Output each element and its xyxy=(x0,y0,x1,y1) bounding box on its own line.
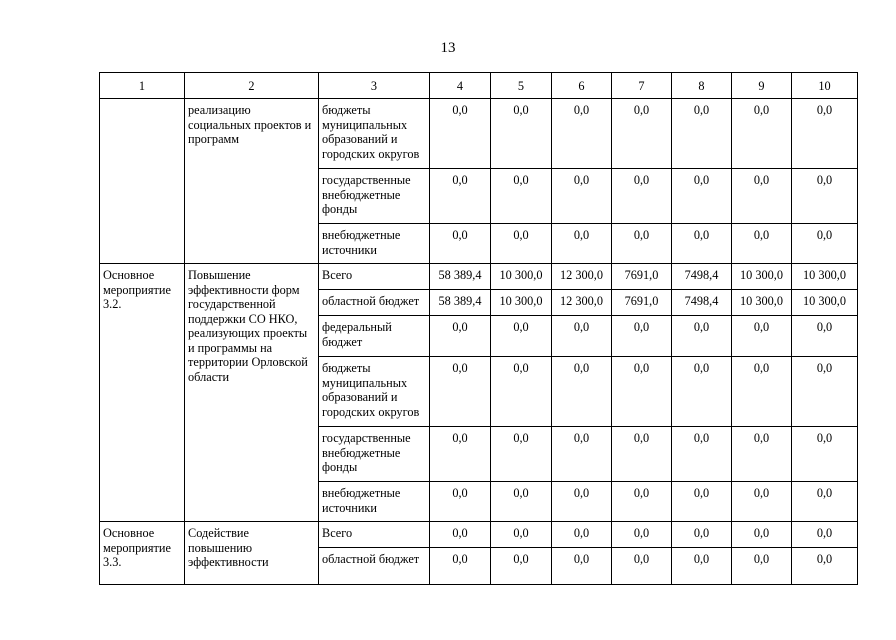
column-header: 1 xyxy=(100,73,185,99)
value-cell: 0,0 xyxy=(430,99,491,169)
value-cell: 12 300,0 xyxy=(552,290,612,316)
measure-description-cell: Содействие повышению эффективности xyxy=(185,522,319,585)
value-cell: 10 300,0 xyxy=(732,290,792,316)
value-cell: 0,0 xyxy=(491,224,552,264)
column-header: 3 xyxy=(319,73,430,99)
value-cell: 0,0 xyxy=(732,548,792,585)
funding-source-cell: внебюджетные источники xyxy=(319,482,430,522)
measure-cell: Основное мероприятие 3.3. xyxy=(100,522,185,585)
value-cell: 0,0 xyxy=(430,482,491,522)
value-cell: 0,0 xyxy=(732,482,792,522)
value-cell: 0,0 xyxy=(732,522,792,548)
column-header: 4 xyxy=(430,73,491,99)
column-header: 7 xyxy=(612,73,672,99)
value-cell: 0,0 xyxy=(552,427,612,482)
value-cell: 10 300,0 xyxy=(732,264,792,290)
funding-source-cell: бюджеты муниципальных образований и городских округов xyxy=(319,357,430,427)
value-cell: 0,0 xyxy=(672,169,732,224)
value-cell: 0,0 xyxy=(552,548,612,585)
value-cell: 0,0 xyxy=(430,316,491,357)
value-cell: 0,0 xyxy=(612,316,672,357)
value-cell: 0,0 xyxy=(491,548,552,585)
value-cell: 0,0 xyxy=(491,99,552,169)
value-cell: 0,0 xyxy=(672,427,732,482)
column-header: 8 xyxy=(672,73,732,99)
value-cell: 0,0 xyxy=(612,548,672,585)
value-cell: 0,0 xyxy=(430,357,491,427)
value-cell: 0,0 xyxy=(491,316,552,357)
value-cell: 0,0 xyxy=(792,169,858,224)
value-cell: 0,0 xyxy=(672,482,732,522)
value-cell: 0,0 xyxy=(672,99,732,169)
value-cell: 0,0 xyxy=(491,357,552,427)
value-cell: 0,0 xyxy=(792,548,858,585)
value-cell: 0,0 xyxy=(612,99,672,169)
value-cell: 7498,4 xyxy=(672,290,732,316)
funding-source-cell: государственные внебюджетные фонды xyxy=(319,427,430,482)
value-cell: 10 300,0 xyxy=(491,264,552,290)
value-cell: 58 389,4 xyxy=(430,290,491,316)
value-cell: 0,0 xyxy=(792,224,858,264)
value-cell: 0,0 xyxy=(672,224,732,264)
measure-description-cell: Повышение эффективности форм государственной поддержки СО НКО, реализующих проекты и программы на территории Орловской области xyxy=(185,264,319,522)
value-cell: 0,0 xyxy=(672,522,732,548)
table-header-row xyxy=(100,73,858,99)
table-row xyxy=(100,522,858,548)
funding-source-cell: областной бюджет xyxy=(319,290,430,316)
funding-source-cell: бюджеты муниципальных образований и городских округов xyxy=(319,99,430,169)
value-cell: 7498,4 xyxy=(672,264,732,290)
budget-table xyxy=(99,72,858,585)
column-header: 5 xyxy=(491,73,552,99)
value-cell: 0,0 xyxy=(491,522,552,548)
funding-source-cell: Всего xyxy=(319,522,430,548)
value-cell: 0,0 xyxy=(552,224,612,264)
column-header: 10 xyxy=(792,73,858,99)
value-cell: 0,0 xyxy=(792,99,858,169)
funding-source-cell: государственные внебюджетные фонды xyxy=(319,169,430,224)
value-cell: 0,0 xyxy=(552,357,612,427)
column-header: 9 xyxy=(732,73,792,99)
funding-source-cell: Всего xyxy=(319,264,430,290)
value-cell: 0,0 xyxy=(430,548,491,585)
value-cell: 0,0 xyxy=(792,316,858,357)
value-cell: 0,0 xyxy=(491,427,552,482)
funding-source-cell: внебюджетные источники xyxy=(319,224,430,264)
value-cell: 0,0 xyxy=(430,427,491,482)
measure-cell: Основное мероприятие 3.2. xyxy=(100,264,185,522)
value-cell: 0,0 xyxy=(612,522,672,548)
table-row xyxy=(100,264,858,290)
value-cell: 0,0 xyxy=(552,482,612,522)
value-cell: 0,0 xyxy=(792,357,858,427)
value-cell: 0,0 xyxy=(792,427,858,482)
value-cell: 10 300,0 xyxy=(792,264,858,290)
value-cell: 0,0 xyxy=(491,169,552,224)
value-cell: 0,0 xyxy=(612,482,672,522)
value-cell: 0,0 xyxy=(732,99,792,169)
value-cell: 0,0 xyxy=(732,427,792,482)
value-cell: 0,0 xyxy=(430,224,491,264)
column-header: 2 xyxy=(185,73,319,99)
value-cell: 12 300,0 xyxy=(552,264,612,290)
measure-cell xyxy=(100,99,185,264)
value-cell: 0,0 xyxy=(672,357,732,427)
value-cell: 0,0 xyxy=(612,357,672,427)
funding-source-cell: федеральный бюджет xyxy=(319,316,430,357)
value-cell: 0,0 xyxy=(732,357,792,427)
value-cell: 10 300,0 xyxy=(792,290,858,316)
value-cell: 7691,0 xyxy=(612,290,672,316)
value-cell: 0,0 xyxy=(430,522,491,548)
table-row xyxy=(100,99,858,169)
page-number: 13 xyxy=(440,40,456,56)
value-cell: 0,0 xyxy=(732,316,792,357)
value-cell: 0,0 xyxy=(552,169,612,224)
value-cell: 0,0 xyxy=(552,522,612,548)
value-cell: 7691,0 xyxy=(612,264,672,290)
value-cell: 0,0 xyxy=(430,169,491,224)
value-cell: 10 300,0 xyxy=(491,290,552,316)
value-cell: 0,0 xyxy=(552,316,612,357)
value-cell: 0,0 xyxy=(732,169,792,224)
value-cell: 0,0 xyxy=(732,224,792,264)
value-cell: 0,0 xyxy=(552,99,612,169)
value-cell: 0,0 xyxy=(672,316,732,357)
value-cell: 0,0 xyxy=(612,169,672,224)
value-cell: 58 389,4 xyxy=(430,264,491,290)
column-header: 6 xyxy=(552,73,612,99)
value-cell: 0,0 xyxy=(612,224,672,264)
value-cell: 0,0 xyxy=(612,427,672,482)
value-cell: 0,0 xyxy=(792,482,858,522)
value-cell: 0,0 xyxy=(672,548,732,585)
value-cell: 0,0 xyxy=(491,482,552,522)
value-cell: 0,0 xyxy=(792,522,858,548)
funding-source-cell: областной бюджет xyxy=(319,548,430,585)
measure-description-cell: реализацию социальных проектов и программ xyxy=(185,99,319,264)
